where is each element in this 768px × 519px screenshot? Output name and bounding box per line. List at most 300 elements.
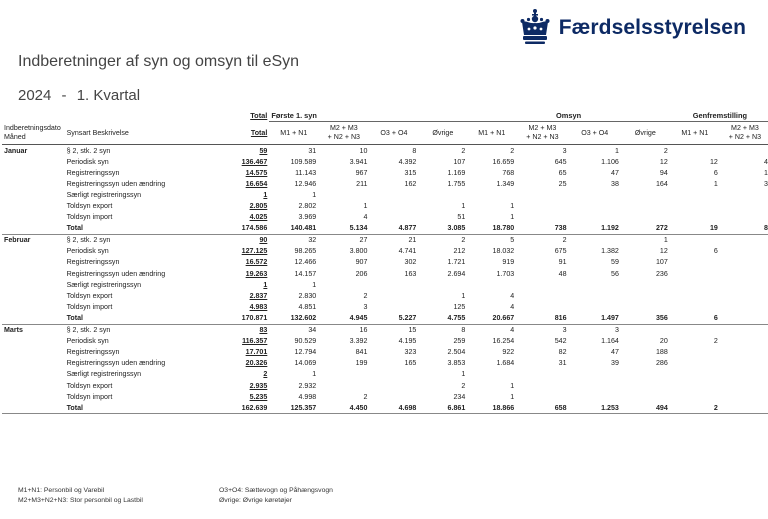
footnotes-right xyxy=(219,486,333,506)
table-cell xyxy=(670,200,720,211)
table-cell: 6 xyxy=(713,168,718,177)
row-total: 14.575 xyxy=(245,168,268,177)
table-cell: 542 xyxy=(554,337,567,346)
header-total: Total xyxy=(250,128,268,137)
row-description: Periodisk syn xyxy=(66,337,109,346)
table-cell: 4 xyxy=(363,213,368,222)
footnote: O3+O4: Sættevogn og Påhængsvogn xyxy=(219,487,333,494)
table-cell: 645 xyxy=(554,157,567,166)
table-cell: 1.703 xyxy=(496,269,515,278)
table-cell: 286 xyxy=(655,359,668,368)
table-cell: 18.032 xyxy=(492,247,515,256)
table-cell: 4.998 xyxy=(298,392,317,401)
total-cell: 1.253 xyxy=(601,403,619,412)
month-label xyxy=(2,279,65,290)
table-cell: 82 xyxy=(558,348,567,357)
table-cell: 1 xyxy=(363,202,368,211)
total-cell: 132.602 xyxy=(290,313,317,322)
table-row xyxy=(2,212,768,223)
table-cell xyxy=(569,380,621,391)
table-row xyxy=(2,257,768,268)
table-cell: 1 xyxy=(312,370,317,379)
table-cell: 2.932 xyxy=(298,381,317,390)
table-cell: 1 xyxy=(312,280,317,289)
table-cell: 12.946 xyxy=(294,179,317,188)
table-cell: 3 xyxy=(363,302,368,311)
total-cell: 4.945 xyxy=(349,313,368,322)
row-description: Registreringssyn uden ændring xyxy=(66,269,166,278)
row-total: 1 xyxy=(263,280,268,289)
month-label xyxy=(2,347,65,358)
table-cell xyxy=(670,257,720,268)
month-label xyxy=(2,189,65,200)
table-cell xyxy=(369,301,418,312)
header-col1-line1: Indberetningsdato xyxy=(4,123,61,132)
header-indberetningsdato xyxy=(2,122,65,145)
row-total: 4.983 xyxy=(249,302,268,311)
row-description: Registreringssyn xyxy=(66,258,120,267)
row-total: 2.805 xyxy=(249,202,268,211)
period-year: 2024 xyxy=(18,87,52,104)
table-cell: 10 xyxy=(359,146,368,155)
crown-icon xyxy=(519,8,551,48)
table-cell xyxy=(369,391,418,402)
table-cell: 1 xyxy=(510,392,515,401)
month-label: Februar xyxy=(4,236,31,245)
header-subcol-line: O3 + O4 xyxy=(380,128,408,137)
table-cell xyxy=(516,200,568,211)
table-cell: 967 xyxy=(355,168,368,177)
table-cell xyxy=(569,200,621,211)
table-row xyxy=(2,178,768,189)
table-cell xyxy=(670,268,720,279)
table-cell: 3.392 xyxy=(349,337,368,346)
group-header-total: Total xyxy=(250,111,268,121)
table-cell xyxy=(670,347,720,358)
total-cell: 356 xyxy=(655,313,668,322)
table-cell xyxy=(318,369,369,380)
month-label xyxy=(2,178,65,189)
table-cell xyxy=(369,212,418,223)
table-cell xyxy=(720,380,768,391)
month-label: Marts xyxy=(4,326,23,335)
total-cell: 2 xyxy=(713,403,718,412)
group-header-row xyxy=(2,110,768,122)
table-cell xyxy=(670,212,720,223)
header-subcol xyxy=(318,122,369,145)
row-description: Registreringssyn uden ændring xyxy=(66,179,166,188)
table-cell: 12 xyxy=(659,157,668,166)
table-cell: 3 xyxy=(614,326,619,335)
table-cell xyxy=(720,268,768,279)
row-total: 2.935 xyxy=(249,381,268,390)
table-cell: 21 xyxy=(408,236,417,245)
table-cell: 188 xyxy=(655,348,668,357)
table-cell: 1.755 xyxy=(447,179,466,188)
table-cell xyxy=(720,290,768,301)
table-cell: 1.349 xyxy=(496,179,515,188)
column-header-row xyxy=(2,122,768,145)
table-row xyxy=(2,358,768,369)
table-cell xyxy=(670,234,720,246)
header-subcol xyxy=(467,122,516,145)
total-row xyxy=(2,312,768,324)
table-cell: 5 xyxy=(510,236,515,245)
row-total: 83 xyxy=(259,326,268,335)
table-row xyxy=(2,145,768,157)
table-cell: 16 xyxy=(359,326,368,335)
table-row xyxy=(2,336,768,347)
row-description: Toldsyn export xyxy=(66,202,113,211)
row-total: 136.467 xyxy=(241,157,268,166)
table-cell xyxy=(621,391,670,402)
table-cell xyxy=(569,279,621,290)
table-cell: 12 xyxy=(709,157,718,166)
table-cell: 1 xyxy=(614,146,619,155)
header-subcol-line: Øvrige xyxy=(432,128,454,137)
table-cell xyxy=(418,279,467,290)
total-cell: 4.450 xyxy=(349,403,368,412)
table-cell xyxy=(720,301,768,312)
header-subcol-line: M1 + N1 xyxy=(280,128,308,137)
table-cell xyxy=(720,336,768,347)
month-label: Januar xyxy=(4,146,28,155)
table-cell: 3 xyxy=(764,179,768,188)
total-cell: 6.861 xyxy=(447,403,466,412)
table-cell: 1 xyxy=(461,202,466,211)
total-cell: 4.698 xyxy=(398,403,417,412)
table-cell: 3 xyxy=(562,326,567,335)
table-cell xyxy=(569,212,621,223)
table-cell xyxy=(516,189,568,200)
table-cell xyxy=(369,279,418,290)
table-cell: 91 xyxy=(558,258,567,267)
header-subcol xyxy=(720,122,768,145)
table-cell: 59 xyxy=(611,258,619,267)
row-description: Periodisk syn xyxy=(66,157,109,166)
table-cell xyxy=(720,257,768,268)
table-cell: 236 xyxy=(655,269,668,278)
table-cell: 125 xyxy=(453,302,466,311)
table-cell: 1 xyxy=(510,202,515,211)
table-cell: 2.694 xyxy=(447,269,466,278)
table-cell: 1 xyxy=(663,236,668,245)
table-cell: 32 xyxy=(308,236,317,245)
table-cell: 31 xyxy=(558,359,567,368)
table-cell: 1.382 xyxy=(601,247,619,256)
table-cell xyxy=(621,189,670,200)
table-cell: 31 xyxy=(308,146,317,155)
table-cell xyxy=(318,279,369,290)
total-cell: 162.639 xyxy=(241,403,268,412)
table-cell: 109.589 xyxy=(290,157,317,166)
table-body xyxy=(2,145,768,414)
table-cell xyxy=(720,279,768,290)
table-cell: 27 xyxy=(359,236,368,245)
table-cell xyxy=(318,380,369,391)
total-cell: 4.755 xyxy=(447,313,466,322)
brand-name: Færdselsstyrelsen xyxy=(558,16,746,39)
month-label xyxy=(2,246,65,257)
footnote: M1+N1: Personbil og Varebil xyxy=(18,487,105,494)
month-label xyxy=(2,336,65,347)
table-cell: 315 xyxy=(404,168,417,177)
table-cell xyxy=(569,189,621,200)
table-cell xyxy=(369,380,418,391)
total-row xyxy=(2,402,768,414)
table-cell: 1 xyxy=(764,168,768,177)
table-cell: 2.504 xyxy=(447,348,466,357)
table-cell: 675 xyxy=(554,247,567,256)
table-cell xyxy=(467,189,516,200)
table-cell xyxy=(720,234,768,246)
table-cell: 25 xyxy=(558,179,567,188)
total-cell: 18.866 xyxy=(492,403,515,412)
table-row xyxy=(2,167,768,178)
table-cell: 919 xyxy=(502,258,515,267)
table-cell: 1 xyxy=(461,370,466,379)
header-subcol-line: M1 + N1 xyxy=(478,128,506,137)
month-label xyxy=(2,200,65,211)
table-cell xyxy=(670,145,720,157)
table-cell: 1 xyxy=(510,381,515,390)
table-cell xyxy=(516,369,568,380)
table-row xyxy=(2,324,768,336)
table-row xyxy=(2,301,768,312)
table-cell xyxy=(516,279,568,290)
table-row xyxy=(2,234,768,246)
table-cell: 2.830 xyxy=(298,291,317,300)
table-cell xyxy=(670,189,720,200)
total-label: Total xyxy=(66,224,83,233)
total-cell: 174.586 xyxy=(241,224,268,233)
row-total: 16.654 xyxy=(245,179,268,188)
table-cell: 1.721 xyxy=(447,258,466,267)
table-cell xyxy=(516,380,568,391)
table-cell: 98.265 xyxy=(294,247,317,256)
table-cell: 4 xyxy=(510,291,515,300)
table-cell xyxy=(720,145,768,157)
table-cell: 47 xyxy=(611,348,619,357)
total-cell: 19 xyxy=(709,224,718,233)
header-subcol-line: M2 + M3 xyxy=(528,124,557,132)
table-cell: 165 xyxy=(404,359,417,368)
table-cell: 1 xyxy=(461,291,466,300)
row-description: § 2, stk. 2 syn xyxy=(66,326,111,335)
total-cell: 4.877 xyxy=(398,224,417,233)
total-cell: 738 xyxy=(554,224,567,233)
header-subcol xyxy=(621,122,670,145)
table-cell xyxy=(720,347,768,358)
table-cell: 3.800 xyxy=(349,247,368,256)
table-cell xyxy=(621,200,670,211)
total-cell: 125.357 xyxy=(290,403,317,412)
row-description: Toldsyn import xyxy=(66,302,113,311)
row-description: Registreringssyn uden ændring xyxy=(66,359,166,368)
table-cell xyxy=(720,324,768,336)
table-cell: 94 xyxy=(659,168,668,177)
table-cell: 2 xyxy=(363,291,368,300)
table-cell: 1 xyxy=(312,190,317,199)
row-description: Toldsyn import xyxy=(66,392,113,401)
table-row xyxy=(2,246,768,257)
row-total: 19.263 xyxy=(245,269,268,278)
table-cell xyxy=(670,358,720,369)
period-quarter: 1. Kvartal xyxy=(76,87,141,104)
table-cell: 3.969 xyxy=(298,213,317,222)
table-cell: 211 xyxy=(356,179,368,188)
table-cell xyxy=(569,290,621,301)
header-subcol-line: M2 + M3 xyxy=(731,124,759,132)
table-cell: 2 xyxy=(461,236,466,245)
table-cell: 259 xyxy=(453,337,466,346)
table-cell xyxy=(621,290,670,301)
row-total: 116.357 xyxy=(242,337,268,346)
group-header-genfremstilling: Genfremstilling xyxy=(670,110,768,122)
table-row xyxy=(2,189,768,200)
table-row xyxy=(2,380,768,391)
table-cell: 4.851 xyxy=(298,302,317,311)
total-cell: 170.871 xyxy=(241,313,268,322)
table-cell: 4 xyxy=(510,302,515,311)
table-cell: 12 xyxy=(659,247,668,256)
total-label: Total xyxy=(66,403,83,412)
table-cell: 199 xyxy=(355,359,368,368)
row-total: 1 xyxy=(263,190,268,199)
table-row xyxy=(2,156,768,167)
header-subcol-line: + N2 + N3 xyxy=(526,133,559,141)
total-cell: 6 xyxy=(713,313,718,322)
table-row xyxy=(2,200,768,211)
table-cell xyxy=(467,279,516,290)
header-synsart-beskrivelse: Synsart Beskrivelse xyxy=(66,128,129,137)
row-description: Registreringssyn xyxy=(66,348,120,357)
header-subcol xyxy=(418,122,467,145)
table-cell: 2.802 xyxy=(298,202,317,211)
month-label xyxy=(2,402,65,414)
table-cell: 1.169 xyxy=(447,168,466,177)
table-cell: 6 xyxy=(713,247,718,256)
table-cell xyxy=(621,369,670,380)
table-cell: 1.106 xyxy=(601,157,619,166)
row-total: 5.235 xyxy=(249,392,268,401)
header-subcol-line: M2 + M3 xyxy=(329,124,358,132)
table-cell: 90.529 xyxy=(294,337,317,346)
header-subcol-line: Øvrige xyxy=(634,128,656,137)
total-cell: 816 xyxy=(554,313,567,322)
table-cell: 15 xyxy=(408,326,417,335)
row-total: 4.025 xyxy=(249,213,268,222)
total-cell: 1.497 xyxy=(601,313,619,322)
table-cell xyxy=(569,369,621,380)
brand-logo xyxy=(519,8,746,48)
total-cell: 5.227 xyxy=(398,313,417,322)
table-cell: 51 xyxy=(457,213,466,222)
table-cell xyxy=(670,279,720,290)
month-label xyxy=(2,290,65,301)
total-cell: 18.780 xyxy=(492,224,515,233)
table-cell: 20 xyxy=(659,337,668,346)
header-subcol-line: + N2 + N3 xyxy=(327,133,361,141)
table-cell: 47 xyxy=(611,168,619,177)
table-cell: 38 xyxy=(611,179,619,188)
row-description: Særligt registreringssyn xyxy=(66,280,142,289)
period-separator: - xyxy=(61,87,67,104)
header-subcol xyxy=(569,122,621,145)
table-cell xyxy=(621,279,670,290)
table-cell xyxy=(418,189,467,200)
table-cell: 1 xyxy=(713,179,718,188)
table-row xyxy=(2,347,768,358)
table-cell xyxy=(720,200,768,211)
table-row xyxy=(2,268,768,279)
header-subcol xyxy=(269,122,318,145)
table-cell xyxy=(516,212,568,223)
table-cell: 2 xyxy=(461,146,466,155)
table-cell: 2 xyxy=(663,146,668,155)
header-col1-line2: Måned xyxy=(4,132,26,141)
total-cell: 272 xyxy=(655,224,668,233)
total-cell: 494 xyxy=(655,403,668,412)
table-cell: 56 xyxy=(611,269,619,278)
table-cell xyxy=(670,369,720,380)
table-cell xyxy=(720,212,768,223)
table-cell xyxy=(670,324,720,336)
table-cell xyxy=(670,391,720,402)
header-subcol xyxy=(516,122,568,145)
page-title: Indberetninger af syn og omsyn til eSyn xyxy=(18,53,300,70)
table-cell xyxy=(720,246,768,257)
month-label xyxy=(2,268,65,279)
table-cell: 302 xyxy=(404,258,417,267)
table-cell: 2 xyxy=(461,381,466,390)
header-subcol xyxy=(670,122,720,145)
table-cell: 2 xyxy=(713,337,718,346)
total-cell: 1.192 xyxy=(601,224,619,233)
row-total: 2.837 xyxy=(249,291,268,300)
table-cell: 4.392 xyxy=(398,157,417,166)
table-cell: 12.794 xyxy=(294,348,317,357)
table-cell xyxy=(569,391,621,402)
header-subcol xyxy=(369,122,418,145)
table-cell: 8 xyxy=(412,146,417,155)
table-cell xyxy=(516,391,568,402)
row-total: 17.701 xyxy=(245,348,268,357)
month-label xyxy=(2,223,65,235)
table-cell xyxy=(516,290,568,301)
table-cell: 768 xyxy=(502,168,515,177)
table-cell: 3.941 xyxy=(349,157,368,166)
table-cell xyxy=(720,358,768,369)
table-cell xyxy=(467,369,516,380)
month-label xyxy=(2,212,65,223)
table-cell: 65 xyxy=(558,168,567,177)
table-cell xyxy=(670,290,720,301)
table-cell xyxy=(621,212,670,223)
table-cell: 323 xyxy=(404,348,417,357)
table-cell: 4 xyxy=(510,326,515,335)
table-cell: 107 xyxy=(453,157,466,166)
table-cell: 164 xyxy=(655,179,668,188)
table-cell xyxy=(369,200,418,211)
month-label xyxy=(2,257,65,268)
table-cell: 2 xyxy=(363,392,368,401)
table-cell: 8 xyxy=(461,326,466,335)
total-cell: 20.667 xyxy=(492,313,515,322)
table-cell: 14.069 xyxy=(294,359,317,368)
table-cell xyxy=(369,369,418,380)
table-cell: 1.684 xyxy=(496,359,515,368)
